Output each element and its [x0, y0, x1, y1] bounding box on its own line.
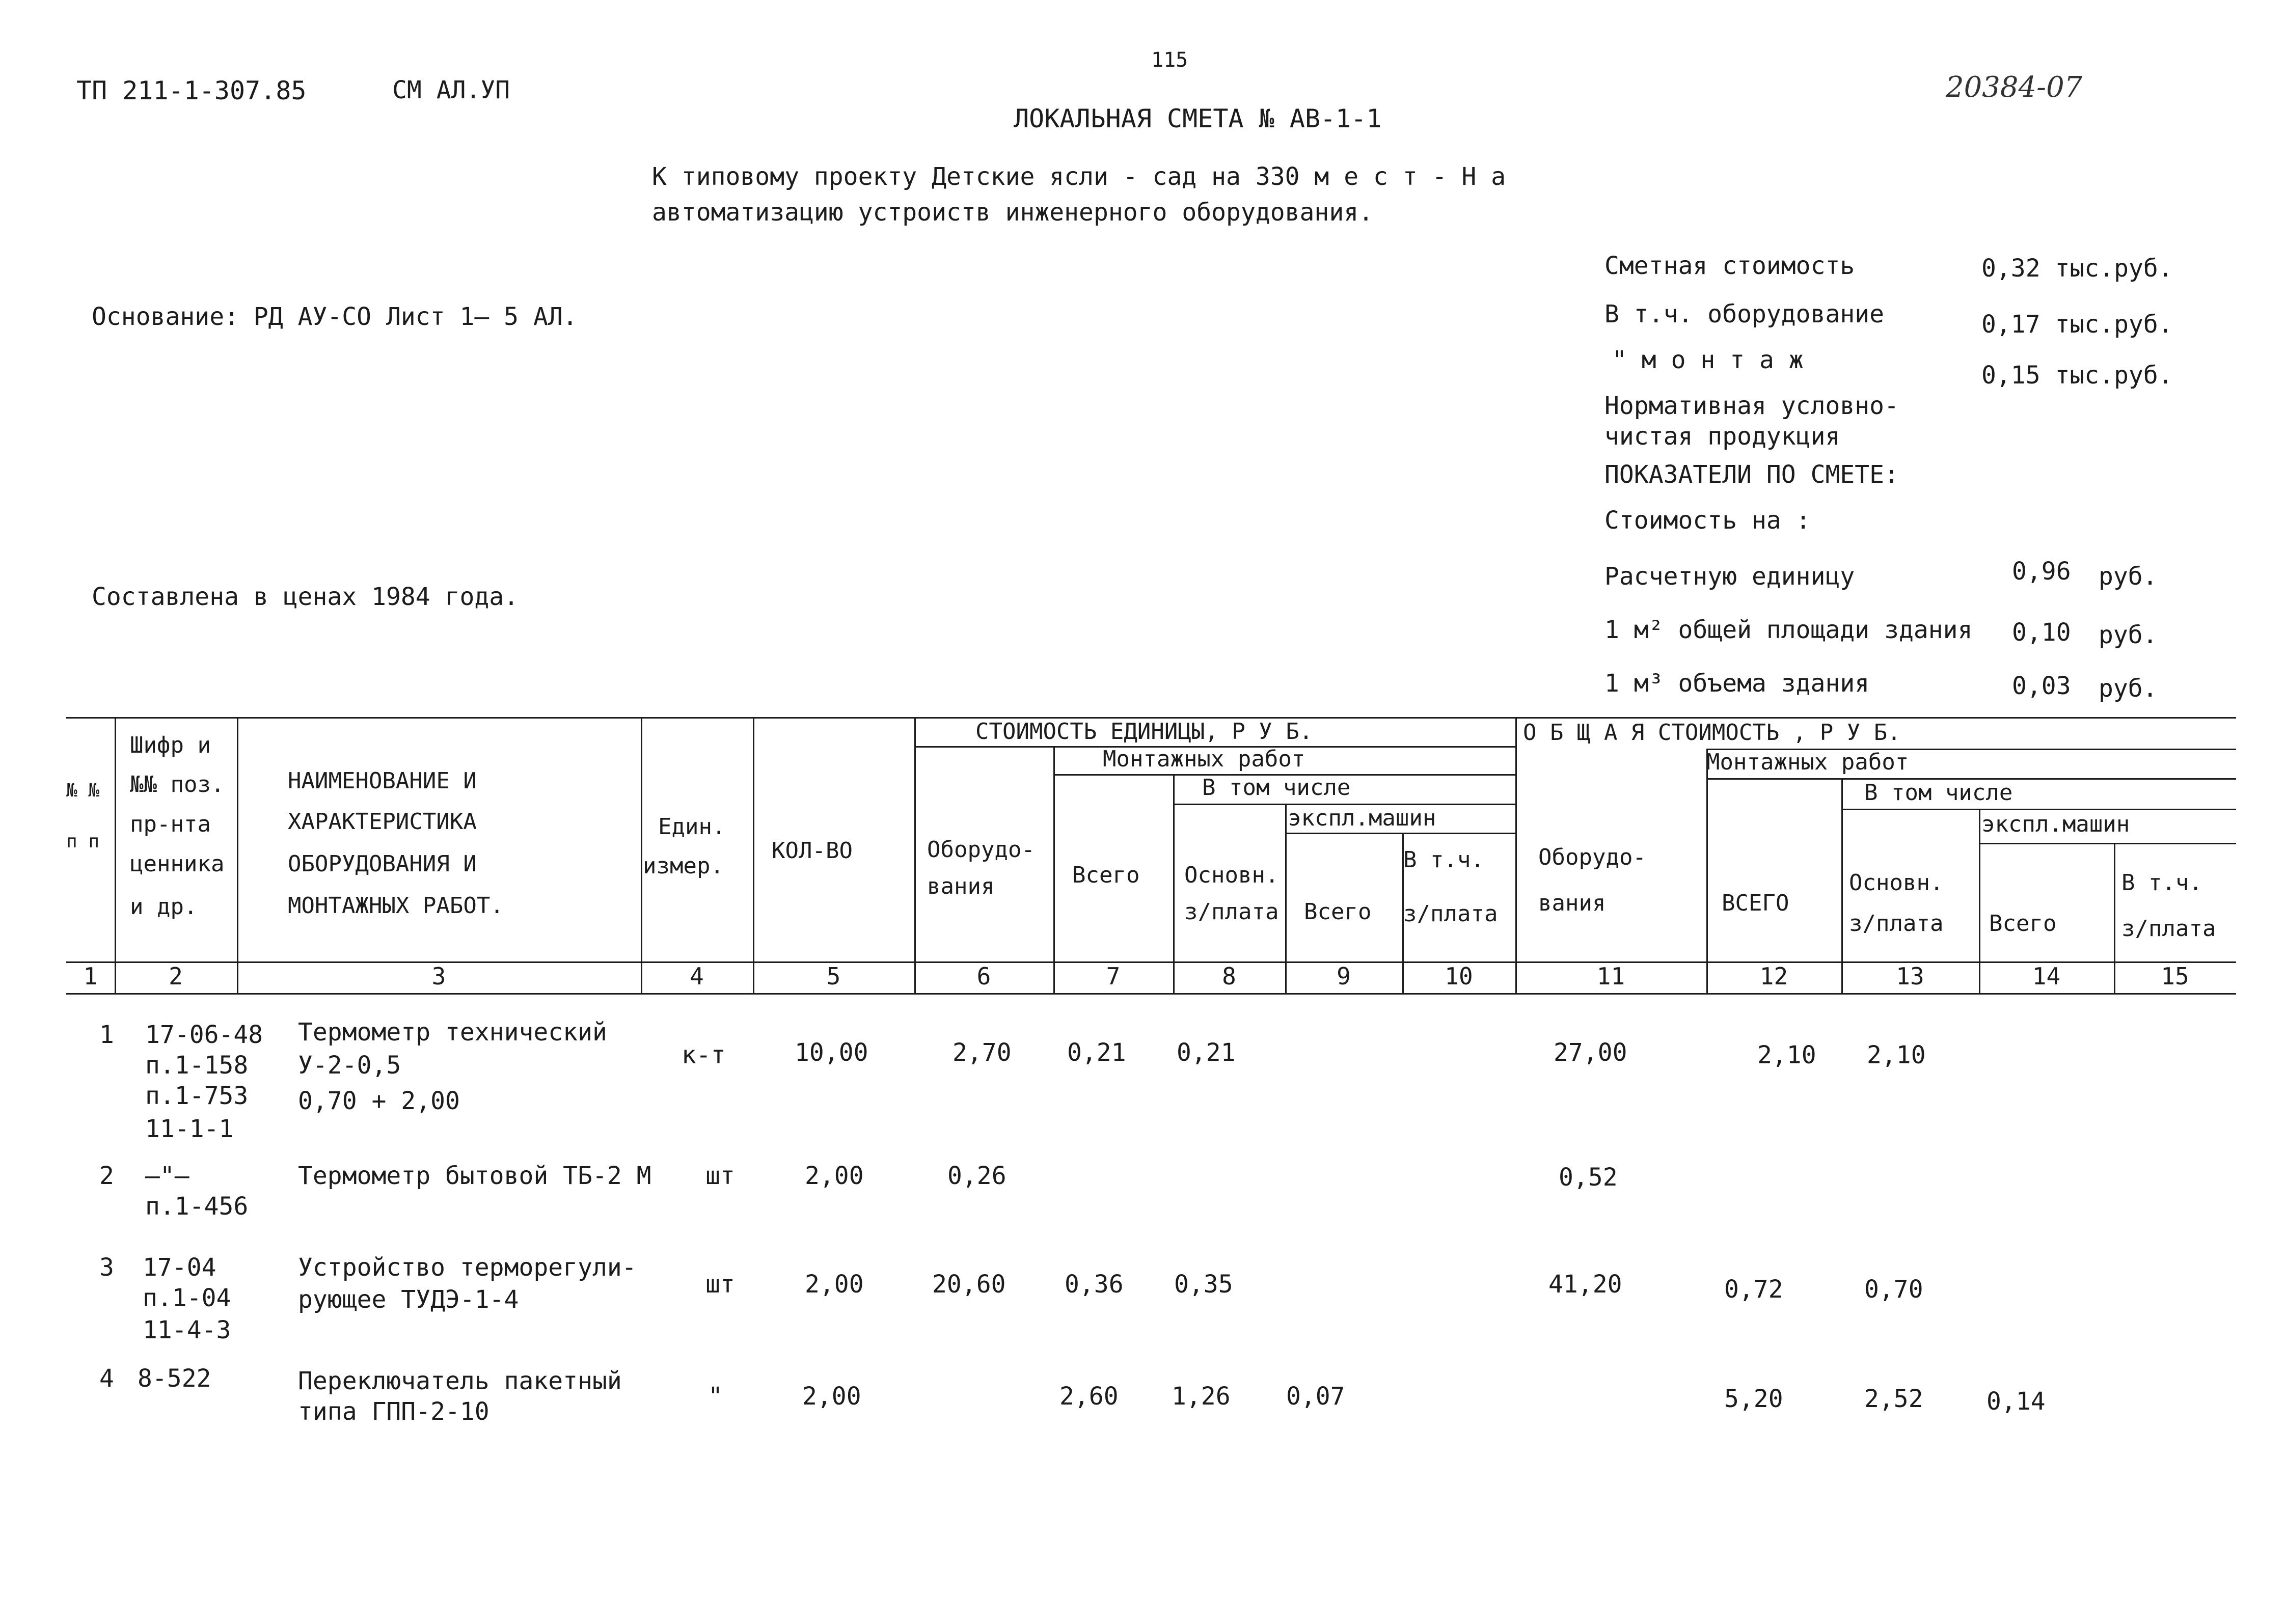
header-unit-incl-wage-1: В т.ч.: [1403, 847, 1484, 873]
equipment-label: В т.ч. оборудование: [1604, 300, 1885, 328]
row-name-line: Устройство терморегули-: [298, 1253, 637, 1282]
header-unit-incl: В том числе: [1202, 775, 1351, 801]
header-name-1: НАИМЕНОВАНИЕ И: [288, 768, 477, 794]
col-number-12: 12: [1759, 962, 1788, 990]
mounting-value: 0,15 тыс.руб.: [1981, 361, 2173, 390]
row-code-line: 8-522: [138, 1364, 211, 1393]
row-qty: 2,00: [805, 1162, 864, 1190]
col-number-3: 3: [431, 962, 446, 990]
volume-cost-value: 0,03: [2012, 672, 2071, 700]
col-number-10: 10: [1445, 962, 1473, 990]
header-total-incl-wage-2: з/плата: [2121, 916, 2216, 942]
row-unit: к-т: [682, 1041, 726, 1069]
basis: Основание: РД АУ-СО Лист 1— 5 АЛ.: [92, 302, 578, 331]
row-total-base-wage: 0,70: [1864, 1275, 1923, 1304]
col-number-4: 4: [690, 962, 704, 990]
volume-cost-label: 1 м³ объема здания: [1604, 669, 1870, 698]
page-number: 115: [1151, 48, 1188, 72]
header-code-4: ценника: [130, 851, 225, 877]
row-name-line: типа ГПП-2-10: [298, 1397, 489, 1426]
area-cost-label: 1 м² общей площади здания: [1604, 616, 1973, 644]
row-code-line: 17-06-48: [145, 1021, 263, 1049]
row-qty: 2,00: [802, 1382, 861, 1411]
row-name-line: Термометр бытовой ТБ-2 М: [298, 1162, 651, 1190]
row-number: 4: [99, 1364, 114, 1393]
header-code-2: №№ поз.: [130, 772, 225, 797]
header-total-equip-2: вания: [1538, 890, 1606, 916]
doc-code: ТП 211-1-307.85: [76, 76, 307, 105]
header-unit-mach-total: Всего: [1304, 899, 1372, 925]
row-unit: шт: [705, 1162, 735, 1190]
series-code: СМ АЛ.УП: [392, 76, 510, 104]
row-unit-mount-total: 0,36: [1065, 1270, 1124, 1299]
header-total-cost: О Б Щ А Я СТОИМОСТЬ , Р У Б.: [1523, 720, 1901, 746]
row-total-base-wage: 2,52: [1864, 1385, 1923, 1413]
col-divider-12: [1841, 778, 1843, 993]
row-total-mount: 0,72: [1724, 1275, 1783, 1304]
col-divider-1: [115, 717, 116, 993]
unit-cost-value: 0,96: [2012, 557, 2071, 586]
header-unit-equip-2: вания: [927, 873, 995, 899]
col-number-8: 8: [1222, 962, 1236, 990]
col-divider-2: [237, 717, 238, 993]
row-code-line: 17-04: [143, 1253, 216, 1282]
header-name-4: МОНТАЖНЫХ РАБОТ.: [288, 893, 504, 919]
header-name-2: ХАРАКТЕРИСТИКА: [288, 809, 477, 835]
header-unit-mount: Монтажных работ: [1103, 746, 1305, 772]
row-total-equipment: 27,00: [1554, 1038, 1627, 1067]
col-number-2: 2: [169, 962, 183, 990]
col-divider-5: [914, 717, 916, 993]
row-total-mach: 0,14: [1986, 1387, 2046, 1416]
mounting-label: " м о н т а ж: [1612, 346, 1804, 374]
row-name-line: У-2-0,5: [298, 1051, 401, 1080]
header-unit-mach: экспл.машин: [1288, 805, 1436, 831]
cost-per-label: Стоимость на :: [1604, 506, 1811, 535]
header-unit-1: Един.: [658, 814, 726, 840]
row-number: 3: [99, 1253, 114, 1282]
col-divider-11: [1706, 749, 1708, 993]
col-divider-3: [641, 717, 642, 993]
row-unit-equipment: 2,70: [953, 1038, 1012, 1067]
header-total-total: ВСЕГО: [1722, 890, 1789, 916]
row-unit-base-wage: 0,21: [1177, 1038, 1236, 1067]
indicators-label: ПОКАЗАТЕЛИ ПО СМЕТЕ:: [1604, 460, 1899, 489]
unit-mach-divider: [1286, 833, 1515, 834]
row-code-line: п.1-753: [145, 1082, 249, 1110]
row-number: 2: [99, 1162, 114, 1190]
header-unit-equip-1: Оборудо-: [927, 837, 1035, 863]
row-qty: 10,00: [795, 1038, 868, 1067]
col-number-7: 7: [1106, 962, 1121, 990]
row-unit-mach: 0,07: [1286, 1382, 1345, 1411]
row-code-line: п.1-158: [145, 1051, 249, 1080]
norm-production-label-1: Нормативная условно-: [1604, 392, 1899, 420]
header-unit-base-2: з/плата: [1184, 899, 1279, 925]
row-name-line: рующее ТУДЭ-1-4: [298, 1285, 519, 1314]
header-num-1: № №: [66, 780, 100, 801]
row-name-line: Термометр технический: [298, 1018, 607, 1047]
header-total-equip-1: Оборудо-: [1538, 844, 1646, 870]
row-total-equipment: 0,52: [1559, 1163, 1618, 1192]
header-total-mount: Монтажных работ: [1706, 749, 1909, 775]
col-divider-6: [1053, 746, 1055, 993]
page-title: ЛОКАЛЬНАЯ СМЕТА № АВ-1-1: [1014, 104, 1382, 133]
row-total-equipment: 41,20: [1548, 1270, 1622, 1299]
prices-year: Составлена в ценах 1984 года.: [92, 583, 519, 611]
col-number-9: 9: [1337, 962, 1351, 990]
archive-number: 20384-07: [1946, 71, 2083, 104]
volume-cost-currency: руб.: [2099, 674, 2158, 703]
row-code-line: —"—: [145, 1162, 189, 1190]
col-divider-10: [1515, 717, 1517, 993]
header-total-base-2: з/плата: [1849, 911, 1944, 937]
header-total-base-1: Основн.: [1849, 870, 1944, 896]
header-name-3: ОБОРУДОВАНИЯ И: [288, 851, 477, 877]
cost-value: 0,32 тыс.руб.: [1981, 254, 2173, 283]
row-unit: ": [708, 1382, 723, 1411]
row-unit-base-wage: 1,26: [1172, 1382, 1231, 1411]
row-unit: шт: [705, 1270, 735, 1299]
row-unit-equipment: 20,60: [932, 1270, 1006, 1299]
unit-cost-currency: руб.: [2099, 562, 2158, 591]
col-number-15: 15: [2161, 962, 2189, 990]
row-total-mount: 2,10: [1757, 1041, 1816, 1069]
area-cost-value: 0,10: [2012, 618, 2071, 647]
col-number-13: 13: [1896, 962, 1924, 990]
header-code-1: Шифр и: [130, 732, 211, 758]
header-unit-2: измер.: [643, 853, 724, 879]
row-name-line: 0,70 + 2,00: [298, 1087, 460, 1115]
header-total-mach-total: Всего: [1989, 911, 2057, 937]
col-divider-7: [1173, 774, 1175, 993]
row-total-mount: 5,20: [1724, 1385, 1783, 1413]
row-number: 1: [99, 1021, 114, 1049]
col-number-6: 6: [976, 962, 991, 990]
header-unit-base-1: Основн.: [1184, 862, 1279, 888]
row-name-line: Переключатель пакетный: [298, 1367, 622, 1395]
header-code-3: пр-нта: [130, 811, 211, 837]
subtitle-line-1: К типовому проекту Детские ясли - сад на 330 м е с т - Н а: [652, 162, 1506, 191]
row-unit-mount-total: 2,60: [1059, 1382, 1119, 1411]
row-code-line: п.1-04: [143, 1284, 231, 1312]
subtitle-line-2: автоматизацию устроиств инженерного оборудования.: [652, 198, 1374, 227]
col-divider-4: [753, 717, 754, 993]
row-code-line: 11-1-1: [145, 1115, 234, 1143]
unit-cost-label: Расчетную единицу: [1604, 562, 1855, 591]
total-mach-divider: [1979, 843, 2236, 844]
area-cost-currency: руб.: [2099, 621, 2158, 649]
header-total-mach: экспл.машин: [1981, 811, 2130, 837]
row-unit-mount-total: 0,21: [1067, 1038, 1126, 1067]
row-unit-base-wage: 0,35: [1174, 1270, 1233, 1299]
row-total-base-wage: 2,10: [1867, 1041, 1926, 1069]
col-number-14: 14: [2032, 962, 2061, 990]
header-unit-incl-wage-2: з/плата: [1403, 901, 1498, 927]
col-number-5: 5: [826, 962, 841, 990]
table-numbers-border: [66, 993, 2236, 995]
header-total-incl-wage-1: В т.ч.: [2121, 870, 2202, 896]
row-code-line: п.1-456: [145, 1192, 249, 1221]
cost-label: Сметная стоимость: [1604, 252, 1855, 280]
col-number-11: 11: [1596, 962, 1625, 990]
header-total-incl: В том числе: [1864, 780, 2013, 806]
header-unit-cost: СТОИМОСТЬ ЕДИНИЦЫ, Р У Б.: [975, 719, 1313, 745]
header-num-2: п п: [66, 831, 100, 852]
col-number-1: 1: [83, 962, 98, 990]
row-unit-equipment: 0,26: [947, 1162, 1006, 1190]
header-qty: КОЛ-ВО: [772, 838, 853, 864]
header-code-5: и др.: [130, 894, 198, 920]
row-code-line: 11-4-3: [143, 1316, 231, 1344]
row-qty: 2,00: [805, 1270, 864, 1299]
equipment-value: 0,17 тыс.руб.: [1981, 310, 2173, 339]
norm-production-label-2: чистая продукция: [1604, 422, 1840, 451]
header-unit-total: Всего: [1072, 862, 1140, 888]
